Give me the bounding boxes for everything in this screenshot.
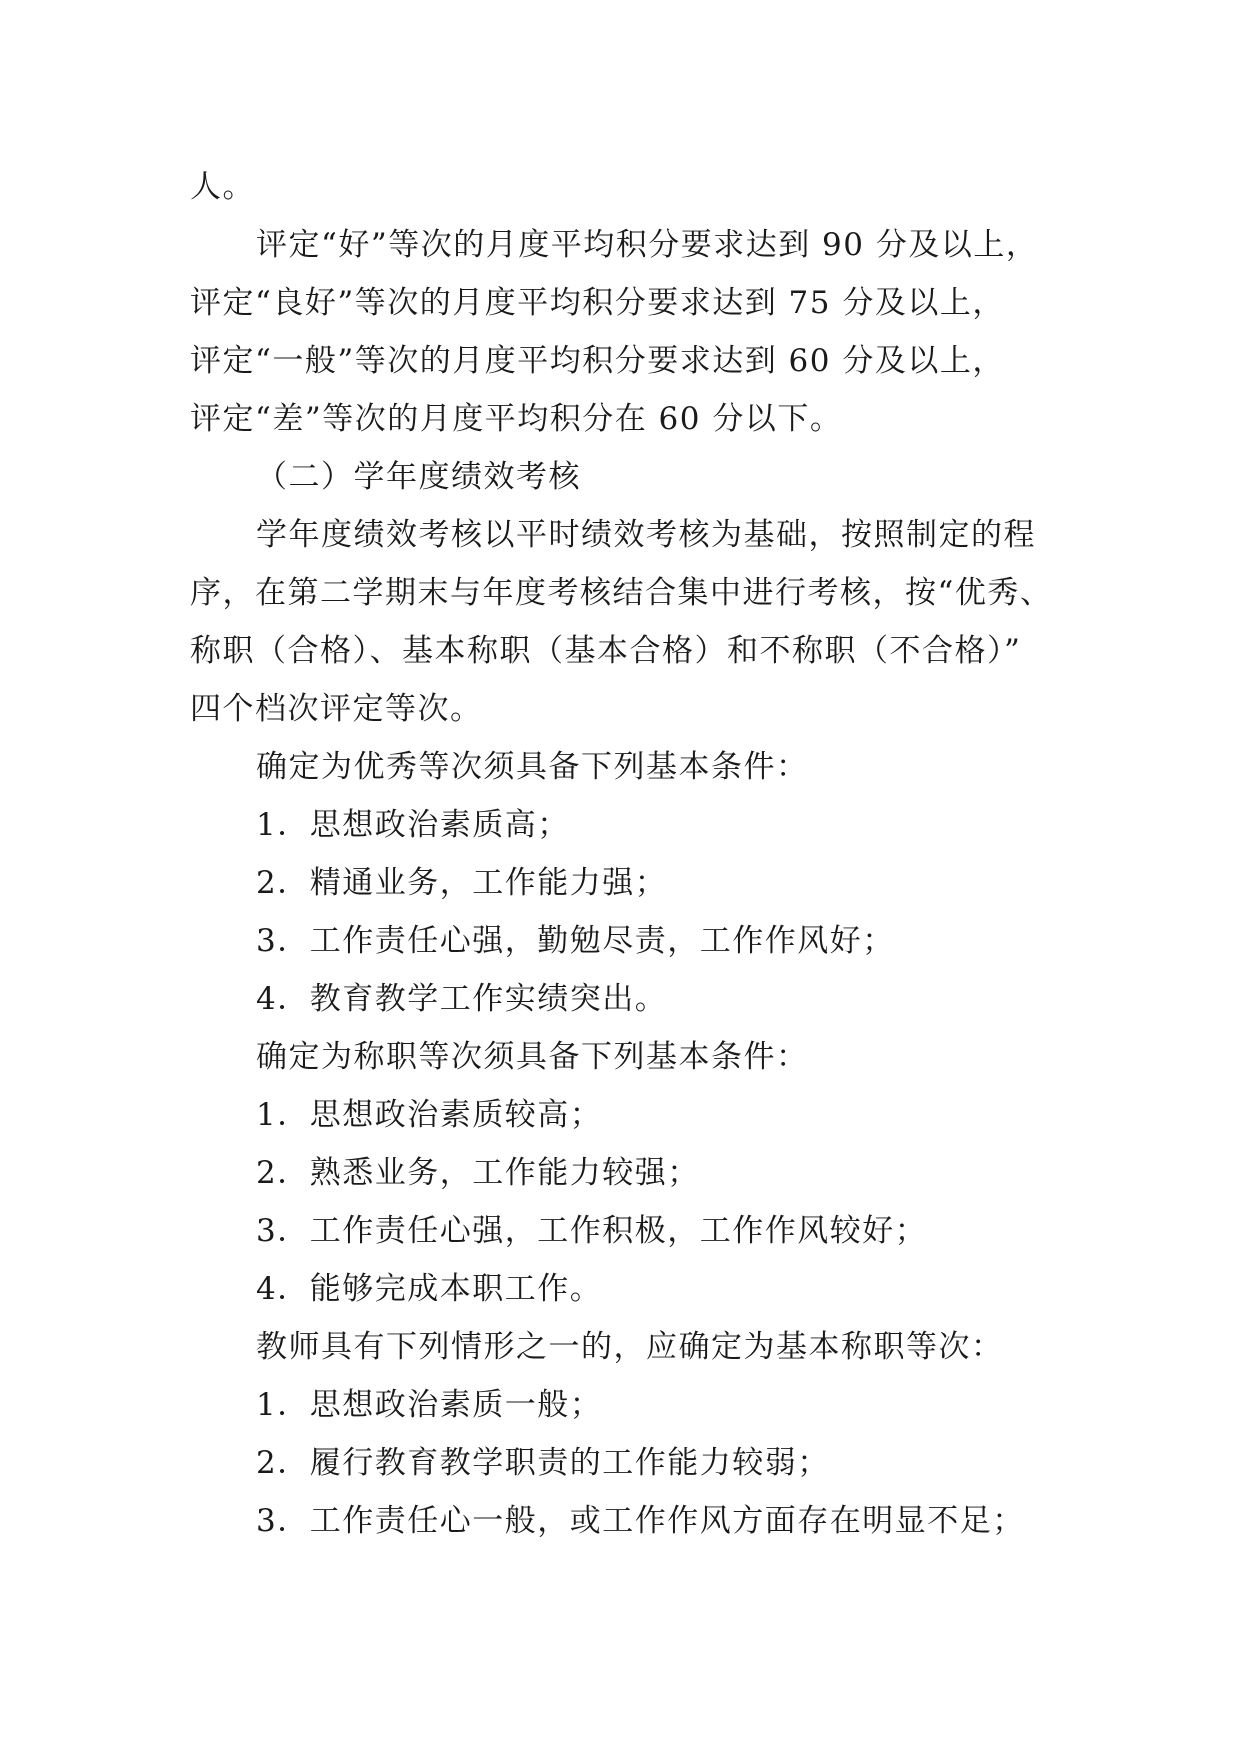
list-item: 1．思想政治素质高；: [256, 807, 570, 843]
list-item: 1．思想政治素质一般；: [256, 1387, 603, 1423]
list-item: 4．教育教学工作实绩突出。: [256, 981, 668, 1017]
document-body: [190, 158, 1070, 1550]
criteria-intro: 教师具有下列情形之一的，应确定为基本称职等次：: [256, 1329, 1004, 1365]
list-item: 2．熟悉业务，工作能力较强；: [256, 1155, 700, 1191]
text-line: 学年度绩效考核以平时绩效考核为基础，按照制定的程: [256, 517, 1036, 553]
text-line: 称职（合格）、基本称职（基本合格）和不称职（不合格）”: [190, 633, 1022, 669]
text-line: 评定“差”等次的月度平均积分在 60 分以下。: [190, 401, 843, 437]
text-line: 评定“好”等次的月度平均积分要求达到 90 分及以上，: [256, 227, 1039, 263]
list-item: 3．工作责任心一般，或工作作风方面存在明显不足；: [256, 1503, 1025, 1539]
text-line: 评定“一般”等次的月度平均积分要求达到 60 分及以上，: [190, 343, 1005, 379]
list-item: 3．工作责任心强，工作积极，工作作风较好；: [256, 1213, 928, 1249]
section-heading: （二）学年度绩效考核: [256, 459, 581, 495]
criteria-intro: 确定为称职等次须具备下列基本条件：: [256, 1039, 809, 1075]
list-item: 2．精通业务，工作能力强；: [256, 865, 668, 901]
criteria-intro: 确定为优秀等次须具备下列基本条件：: [256, 749, 809, 785]
text-line: 人。: [190, 169, 255, 205]
text-line: 序，在第二学期末与年度考核结合集中进行考核，按“优秀、: [190, 575, 1053, 611]
list-item: 1．思想政治素质较高；: [256, 1097, 603, 1133]
list-item: 2．履行教育教学职责的工作能力较弱；: [256, 1445, 830, 1481]
list-item: 4．能够完成本职工作。: [256, 1271, 603, 1307]
list-item: 3．工作责任心强，勤勉尽责，工作作风好；: [256, 923, 895, 959]
text-line: 评定“良好”等次的月度平均积分要求达到 75 分及以上，: [190, 285, 1005, 321]
text-line: 四个档次评定等次。: [190, 691, 483, 727]
